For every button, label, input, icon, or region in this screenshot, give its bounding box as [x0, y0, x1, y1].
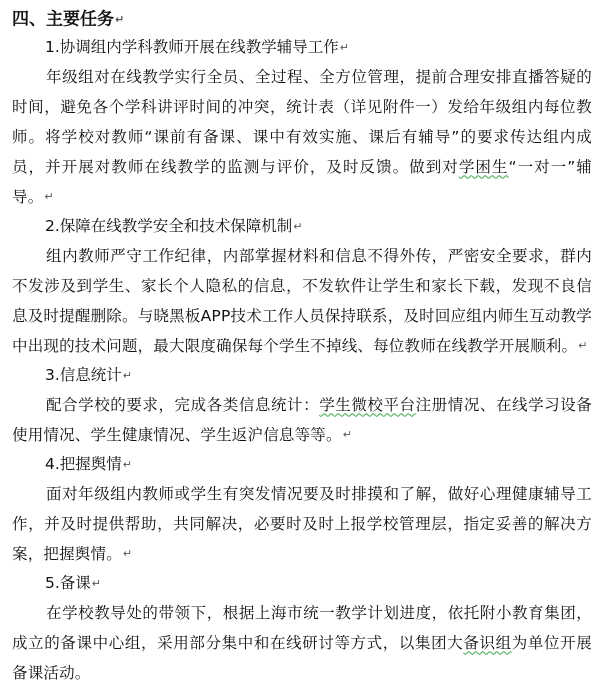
- task-4-heading-text: 4.把握舆情: [45, 455, 122, 473]
- paragraph-mark: ↵: [91, 576, 102, 590]
- task-1-body: [12, 62, 592, 213]
- paragraph-mark: ↵: [115, 13, 125, 26]
- task-5-body-text: 在学校教导处的带领下，根据上海市统一教学计划进度，依托附小教育集团，成立的备课中心组，采用部分集中和在线研讨等方式，以集团大: [12, 603, 592, 652]
- paragraph-mark: ↵: [44, 190, 54, 203]
- task-5-heading: [12, 569, 592, 598]
- task-3-body-tail: 注册情况、在线学习设备使用情况、学生健康情况、学生返沪信息等等。: [12, 395, 593, 444]
- task-1-heading-text: 1.协调组内学科教师开展在线教学辅导工作: [45, 38, 339, 56]
- task-1-body-tail: “一对一”辅导。: [12, 157, 592, 206]
- paragraph-mark: ↵: [342, 428, 353, 441]
- task-3-body-text: 配合学校的要求，完成各类信息统计：: [46, 395, 320, 414]
- task-3-heading: [12, 361, 592, 390]
- paragraph-mark: ↵: [293, 219, 303, 233]
- task-4-body-text: 面对年级组内教师或学生有突发情况要及时排摸和了解，做好心理健康辅导工作，并及时提供帮助，共同解决，必要时及时上报学校管理层，指定妥善的解决方案，把握舆情。: [12, 484, 592, 563]
- task-2-heading: [12, 212, 592, 241]
- paragraph-mark: ↵: [122, 457, 133, 471]
- task-3-heading-text: 3.信息统计: [45, 366, 122, 384]
- task-3-body: [12, 390, 592, 451]
- paragraph-mark: ↵: [339, 40, 350, 54]
- task-2-body: [12, 241, 592, 362]
- spellcheck-underline: 学生微校平台: [319, 395, 416, 414]
- task-1-heading: [12, 33, 592, 62]
- paragraph-mark: ↵: [578, 339, 588, 352]
- task-5-body-tail: 为单位开展备课活动。: [12, 633, 592, 682]
- task-2-body-text: 组内教师严守工作纪律，内部掌握材料和信息不得外传，严密安全要求，群内不发涉及到学生、家长个人隐私的信息，不发软件让学生和家长下载，发现不良信息及时提醒删除。与晓黑板APP技术工作人员保持联系，及时回应组内师生互动教学中出现的技术问题，最大限度确保每个学生不掉线、每位教师在线教学开展顺利。: [12, 246, 592, 355]
- task-4-heading: [12, 450, 592, 479]
- spellcheck-underline: 备识组: [463, 633, 512, 652]
- spellcheck-underline: 学困生: [458, 157, 509, 176]
- task-5-body: [12, 598, 592, 682]
- task-5-heading-text: 5.备课: [45, 574, 91, 592]
- section-title-text: 四、主要任务: [12, 9, 114, 30]
- paragraph-mark: ↵: [122, 368, 133, 382]
- section-title: [12, 6, 592, 33]
- task-2-heading-text: 2.保障在线教学安全和技术保障机制: [45, 217, 293, 235]
- task-1-body-text: 年级组对在线教学实行全员、全过程、全方位管理，提前合理安排直播答疑的时间，避免各个学科讲评时间的冲突，统计表（详见附件一）发给年级组内每位教师。将学校对教师“课前有备课、课中有效实施、课后有辅导”的要求传达组内成员，并开展对教师在线教学的监测与评价，及时反馈。做到对: [12, 67, 592, 176]
- task-4-body: [12, 479, 592, 570]
- paragraph-mark: ↵: [122, 547, 133, 560]
